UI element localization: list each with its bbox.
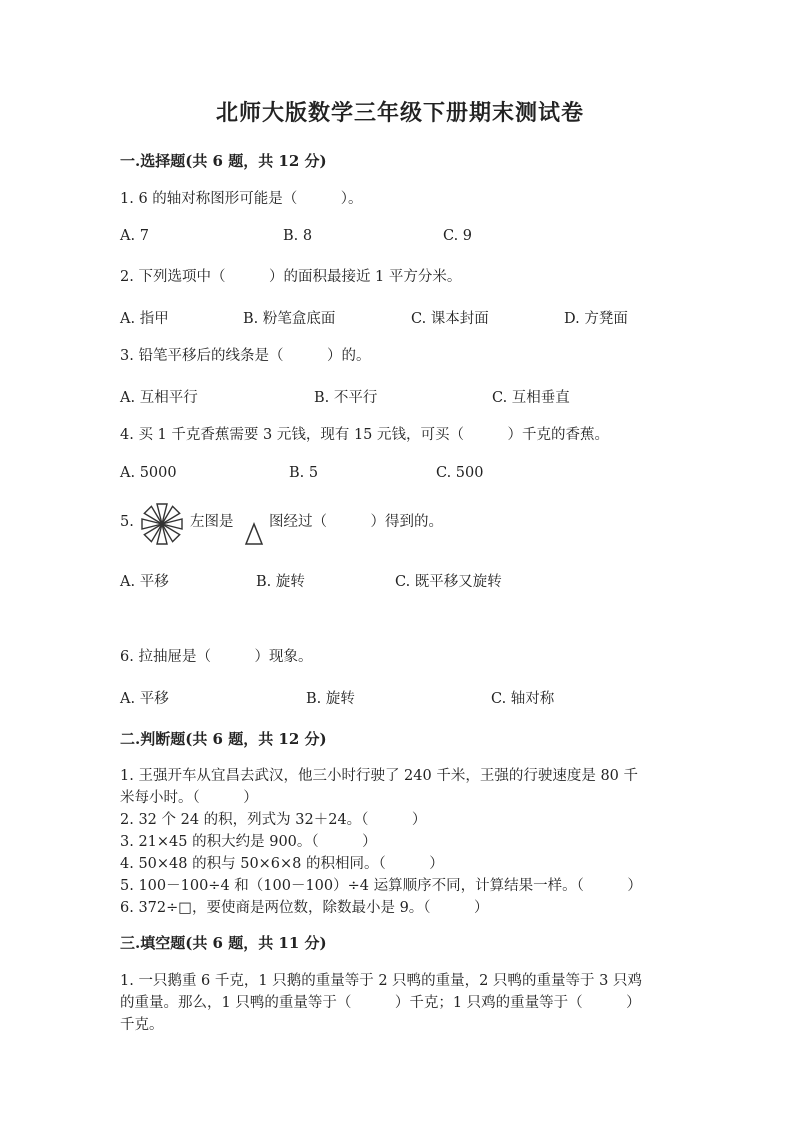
question-1: 1. 6 的轴对称图形可能是（ ）。 bbox=[120, 191, 363, 207]
question-2: 2. 下列选项中（ ）的面积最接近 1 平方分米。 bbox=[120, 269, 462, 285]
question-3: 3. 铅笔平移后的线条是（ ）的。 bbox=[120, 348, 371, 364]
q2-option-c: C. 课本封面 bbox=[411, 311, 489, 327]
judgement-item: 1. 王强开车从宜昌去武汉，他三小时行驶了 240 千米，王强的行驶速度是 80 千 bbox=[120, 768, 639, 784]
fill-blank-question-1 bbox=[120, 970, 642, 1036]
section-heading-judgement: 二.判断题(共 6 题，共 12 分) bbox=[120, 730, 327, 748]
q5-option-b: B. 旋转 bbox=[256, 574, 305, 590]
judgement-item: 5. 100－100÷4 和（100－100）÷4 运算顺序不同，计算结果一样。（ ） bbox=[120, 878, 642, 894]
q4-option-a: A. 5000 bbox=[120, 465, 177, 481]
question-5-mid: 左图是 bbox=[190, 514, 234, 530]
question-5-number: 5. bbox=[120, 514, 134, 530]
q2-option-b: B. 粉笔盒底面 bbox=[243, 311, 336, 327]
pinwheel-figure bbox=[138, 500, 186, 548]
q2-option-a: A. 指甲 bbox=[120, 311, 169, 327]
fill-blank-line: 的重量。那么，1 只鸭的重量等于（ ）千克；1 只鸡的重量等于（ ） bbox=[120, 995, 641, 1011]
q5-option-c: C. 既平移又旋转 bbox=[395, 574, 502, 590]
section-heading-choice: 一.选择题(共 6 题，共 12 分) bbox=[120, 152, 327, 170]
q2-option-d: D. 方凳面 bbox=[564, 311, 628, 327]
fill-blank-line: 千克。 bbox=[120, 1017, 164, 1033]
q3-option-a: A. 互相平行 bbox=[120, 390, 198, 406]
section-heading-fill-blank: 三.填空题(共 6 题，共 11 分) bbox=[120, 934, 327, 952]
judgement-item: 米每小时。（ ） bbox=[120, 790, 258, 806]
q3-option-c: C. 互相垂直 bbox=[492, 390, 570, 406]
judgement-item: 4. 50×48 的积与 50×6×8 的积相同。（ ） bbox=[120, 856, 444, 872]
q6-option-b: B. 旋转 bbox=[306, 691, 355, 707]
page-title: 北师大版数学三年级下册期末测试卷 bbox=[215, 100, 584, 126]
q3-option-b: B. 不平行 bbox=[314, 390, 378, 406]
q6-option-a: A. 平移 bbox=[120, 691, 169, 707]
fill-blank-line: 1. 一只鹅重 6 千克，1 只鹅的重量等于 2 只鸭的重量，2 只鸭的重量等于 3 只鸡 bbox=[120, 973, 642, 989]
q1-option-a: A. 7 bbox=[120, 228, 149, 244]
q1-option-c: C. 9 bbox=[443, 228, 473, 244]
triangle-figure bbox=[244, 522, 264, 546]
judgement-item: 3. 21×45 的积大约是 900。（ ） bbox=[120, 834, 377, 850]
question-4: 4. 买 1 千克香蕉需要 3 元钱，现有 15 元钱，可买（ ）千克的香蕉。 bbox=[120, 427, 609, 443]
question-6: 6. 拉抽屉是（ ）现象。 bbox=[120, 649, 313, 665]
judgement-item: 6. 372÷□，要使商是两位数，除数最小是 9。（ ） bbox=[120, 900, 489, 916]
q1-option-b: B. 8 bbox=[283, 228, 313, 244]
judgement-list bbox=[120, 765, 642, 919]
q4-option-b: B. 5 bbox=[289, 465, 319, 481]
question-5-tail: 图经过（ ）得到的。 bbox=[269, 514, 443, 530]
q6-option-c: C. 轴对称 bbox=[491, 691, 555, 707]
judgement-item: 2. 32 个 24 的积，列式为 32＋24。（ ） bbox=[120, 812, 427, 828]
q4-option-c: C. 500 bbox=[436, 465, 484, 481]
q5-option-a: A. 平移 bbox=[120, 574, 169, 590]
